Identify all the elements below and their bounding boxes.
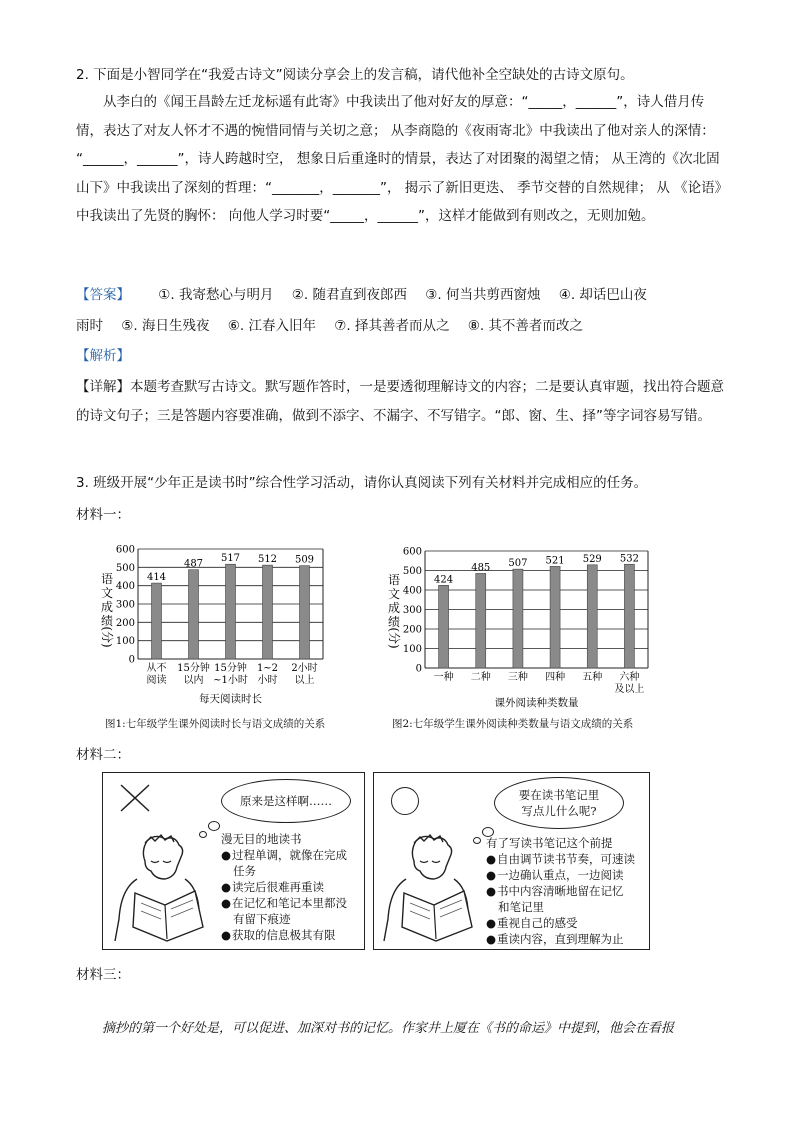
bar	[189, 570, 199, 659]
y-tick-label: 200	[115, 617, 135, 629]
comic-right-item-cont: 和笔记里	[498, 900, 544, 914]
cross-icon	[119, 783, 151, 813]
y-tick-label: 600	[402, 546, 422, 558]
bar	[587, 565, 597, 668]
x-tick-label: 15分钟	[177, 663, 210, 674]
x-tick-label: 1~2	[256, 663, 279, 674]
answer-4: ④. 却话巴山夜	[558, 287, 647, 303]
y-axis-label-char: 文	[100, 586, 114, 600]
x-tick-label: 六种	[619, 672, 640, 683]
material2-label: 材料二：	[76, 747, 130, 763]
answer-8: ⑧. 其不善者而改之	[467, 318, 583, 334]
y-tick-label: 0	[128, 654, 135, 666]
answer-6: ⑥. 江春入旧年	[227, 318, 316, 334]
data-label: 485	[471, 562, 491, 574]
data-label: 509	[294, 554, 315, 566]
answer-5: ⑤. 海日生残夜	[121, 318, 210, 334]
comic-left-text	[221, 831, 347, 943]
comic-right-item: ● 自由调节读书节奏，可速读	[486, 851, 635, 867]
comic-right-item: ● 重视自己的感受	[486, 915, 635, 931]
bar	[513, 569, 523, 668]
comic-left-item-cont: 任务	[233, 864, 256, 878]
data-label: 414	[146, 572, 167, 584]
x-tick-label: 一种	[433, 672, 454, 683]
comic-left-item: ● 获取的信息极其有限	[221, 927, 347, 943]
y-axis-label-char: 绩	[387, 615, 401, 629]
chart-1	[95, 535, 355, 715]
comic-right-heading: 有了写读书笔记这个前提	[486, 836, 613, 850]
q2-answer-line1	[76, 282, 726, 308]
bar	[152, 583, 162, 659]
answer-1: ①. 我寄愁心与明月	[158, 287, 274, 303]
y-tick-label: 200	[402, 624, 422, 636]
circle-icon	[391, 787, 419, 815]
thought-dot	[208, 821, 220, 831]
x-tick-label: 及以上	[614, 684, 645, 695]
data-label: 532	[619, 553, 639, 565]
data-label: 517	[220, 553, 241, 565]
y-tick-label: 0	[415, 663, 422, 675]
x-axis-label: 每天阅读时长	[199, 693, 262, 705]
detail-tag: 【详解】	[76, 379, 130, 395]
data-label: 507	[508, 558, 528, 570]
x-tick-label: 阅读	[146, 675, 167, 686]
bar	[439, 585, 449, 668]
y-tick-label: 300	[115, 599, 135, 611]
y-tick-label: 500	[115, 562, 135, 574]
chart-2-title: 图2:七年级学生课外阅读种类数量与语文成绩的关系	[392, 718, 634, 730]
bar	[300, 566, 310, 659]
data-label: 529	[582, 553, 602, 565]
y-axis-label-char: 语	[100, 572, 114, 586]
q2-question: 2. 下面是小智同学在“我爱古诗文”阅读分享会上的发言稿，请代他补全空缺处的古诗文原句。	[76, 67, 634, 83]
x-tick-label: ~1小时	[213, 675, 248, 686]
x-tick-label: 四种	[545, 672, 566, 683]
x-tick-label: 五种	[582, 672, 603, 683]
bar	[226, 564, 236, 659]
q3-question: 3. 班级开展“少年正是读书时”综合性学习活动，请你认真阅读下列有关材料并完成相应的任务。	[76, 475, 648, 491]
comic-panel-right	[373, 772, 650, 950]
answer-7: ⑦. 择其善者而从之	[334, 318, 450, 334]
thought-bubble-right	[494, 777, 624, 829]
bubble-line: 要在读书笔记里	[518, 788, 600, 802]
x-tick-label: 15分钟	[214, 663, 247, 674]
comic-left-heading: 漫无目的地读书	[221, 832, 302, 846]
analysis-tag: 【解析】	[76, 348, 130, 364]
bar	[263, 565, 273, 659]
data-label: 424	[434, 574, 454, 586]
y-axis-label-char: 成	[100, 600, 114, 614]
answer-3: ③. 何当共剪西窗烛	[425, 287, 541, 303]
comic-right-item: ● 重读内容，直到理解为止	[486, 931, 635, 947]
bar	[550, 566, 560, 668]
comic-left-item: ● 读完后很难再重读	[221, 879, 347, 895]
chart-1-title: 图1:七年级学生课外阅读时长与语文成绩的关系	[105, 718, 326, 730]
comic-panel-left	[102, 772, 365, 950]
y-tick-label: 500	[402, 566, 422, 577]
bar	[624, 564, 634, 668]
material1-label: 材料一：	[76, 507, 130, 523]
bar	[476, 573, 486, 668]
material3-label: 材料三：	[76, 967, 130, 983]
q2-answer-line2	[76, 313, 726, 339]
y-tick-label: 300	[402, 605, 422, 616]
x-tick-label: 以上	[294, 675, 315, 686]
x-axis-label: 课外阅读种类数量	[494, 697, 579, 709]
bubble-line: 写点儿什么呢?	[521, 804, 597, 818]
data-label: 521	[545, 555, 565, 567]
detail-paragraph	[76, 373, 726, 431]
x-tick-label: 从不	[146, 663, 167, 674]
data-label: 487	[183, 558, 204, 570]
x-tick-label: 2小时	[291, 663, 318, 674]
comic-left-item-cont: 有留下痕迹	[233, 912, 291, 926]
comic-right-item: ● 一边确认重点，一边阅读	[486, 867, 635, 883]
comic-right-item: ● 书中内容清晰地留在记忆	[486, 883, 635, 899]
x-tick-label: 小时	[257, 675, 278, 686]
y-tick-label: 400	[402, 585, 422, 597]
data-label: 512	[257, 554, 278, 566]
y-axis-label-char: 成	[387, 601, 401, 615]
thought-bubble-left: 原来是这样啊……	[221, 779, 351, 823]
comic-right-text	[486, 835, 635, 947]
comic-left-item: ● 过程单调，就像在完成	[221, 847, 347, 863]
reader-illustration	[107, 831, 219, 945]
y-axis-label-char: 语	[387, 573, 401, 587]
x-tick-label: 以内	[183, 675, 204, 686]
y-tick-label: 100	[115, 636, 135, 648]
answer-2: ②. 随君直到夜郎西	[291, 287, 407, 303]
answer-tag: 【答案】	[76, 287, 130, 303]
detail-text: 本题考查默写古诗文。默写题作答时，一是要透彻理解诗文的内容；二是要认真审题，找出符合题意的诗文句子；三是答题内容要准确，做到不添字、不漏字、不写错字。“郎、窗、生、择”等字词容易写错。	[76, 379, 724, 424]
y-axis-label-char: 文	[387, 587, 401, 601]
answer-4-cont: 雨时	[76, 318, 103, 334]
x-tick-label: 三种	[507, 672, 528, 683]
y-axis-label-unit: (分)	[387, 627, 401, 649]
q2-passage: 从李白的《闻王昌龄左迁龙标遥有此寄》中我读出了他对好友的厚意：“_____，______”，诗人借月传情，表达了对友人怀才不遇的惋惜同情与关切之意； 从李商隐的《夜雨寄北》中我读出了他对亲人的深情： “______，______”，诗人跨越时空， 想象日后重逢时的情景，表达了对团聚的渴望之情； 从王湾的《次北固山下》中我读出了深刻的哲理：“_______，_______”， 揭示了新旧更迭、 季节交替的自然规律； 从 《论语》中我读出了先贤的胸怀： 向他人学习时要“_____，______”，这样才能做到有则改之，无则加勉。	[76, 94, 722, 224]
y-axis-label-char: 绩	[100, 614, 114, 628]
y-axis-label-unit: (分)	[100, 626, 114, 648]
x-tick-label: 二种	[470, 672, 491, 683]
reader-illustration	[378, 831, 486, 945]
y-tick-label: 100	[402, 644, 422, 655]
comic-left-item: ● 在记忆和笔记本里都没	[221, 895, 347, 911]
y-tick-label: 400	[115, 581, 135, 593]
material3-text: 摘抄的第一个好处是，可以促进、加深对书的记忆。作家井上厦在《书的命运》中提到，他会在看报	[102, 1021, 675, 1036]
chart-2	[380, 540, 665, 715]
y-tick-label: 600	[115, 544, 135, 556]
